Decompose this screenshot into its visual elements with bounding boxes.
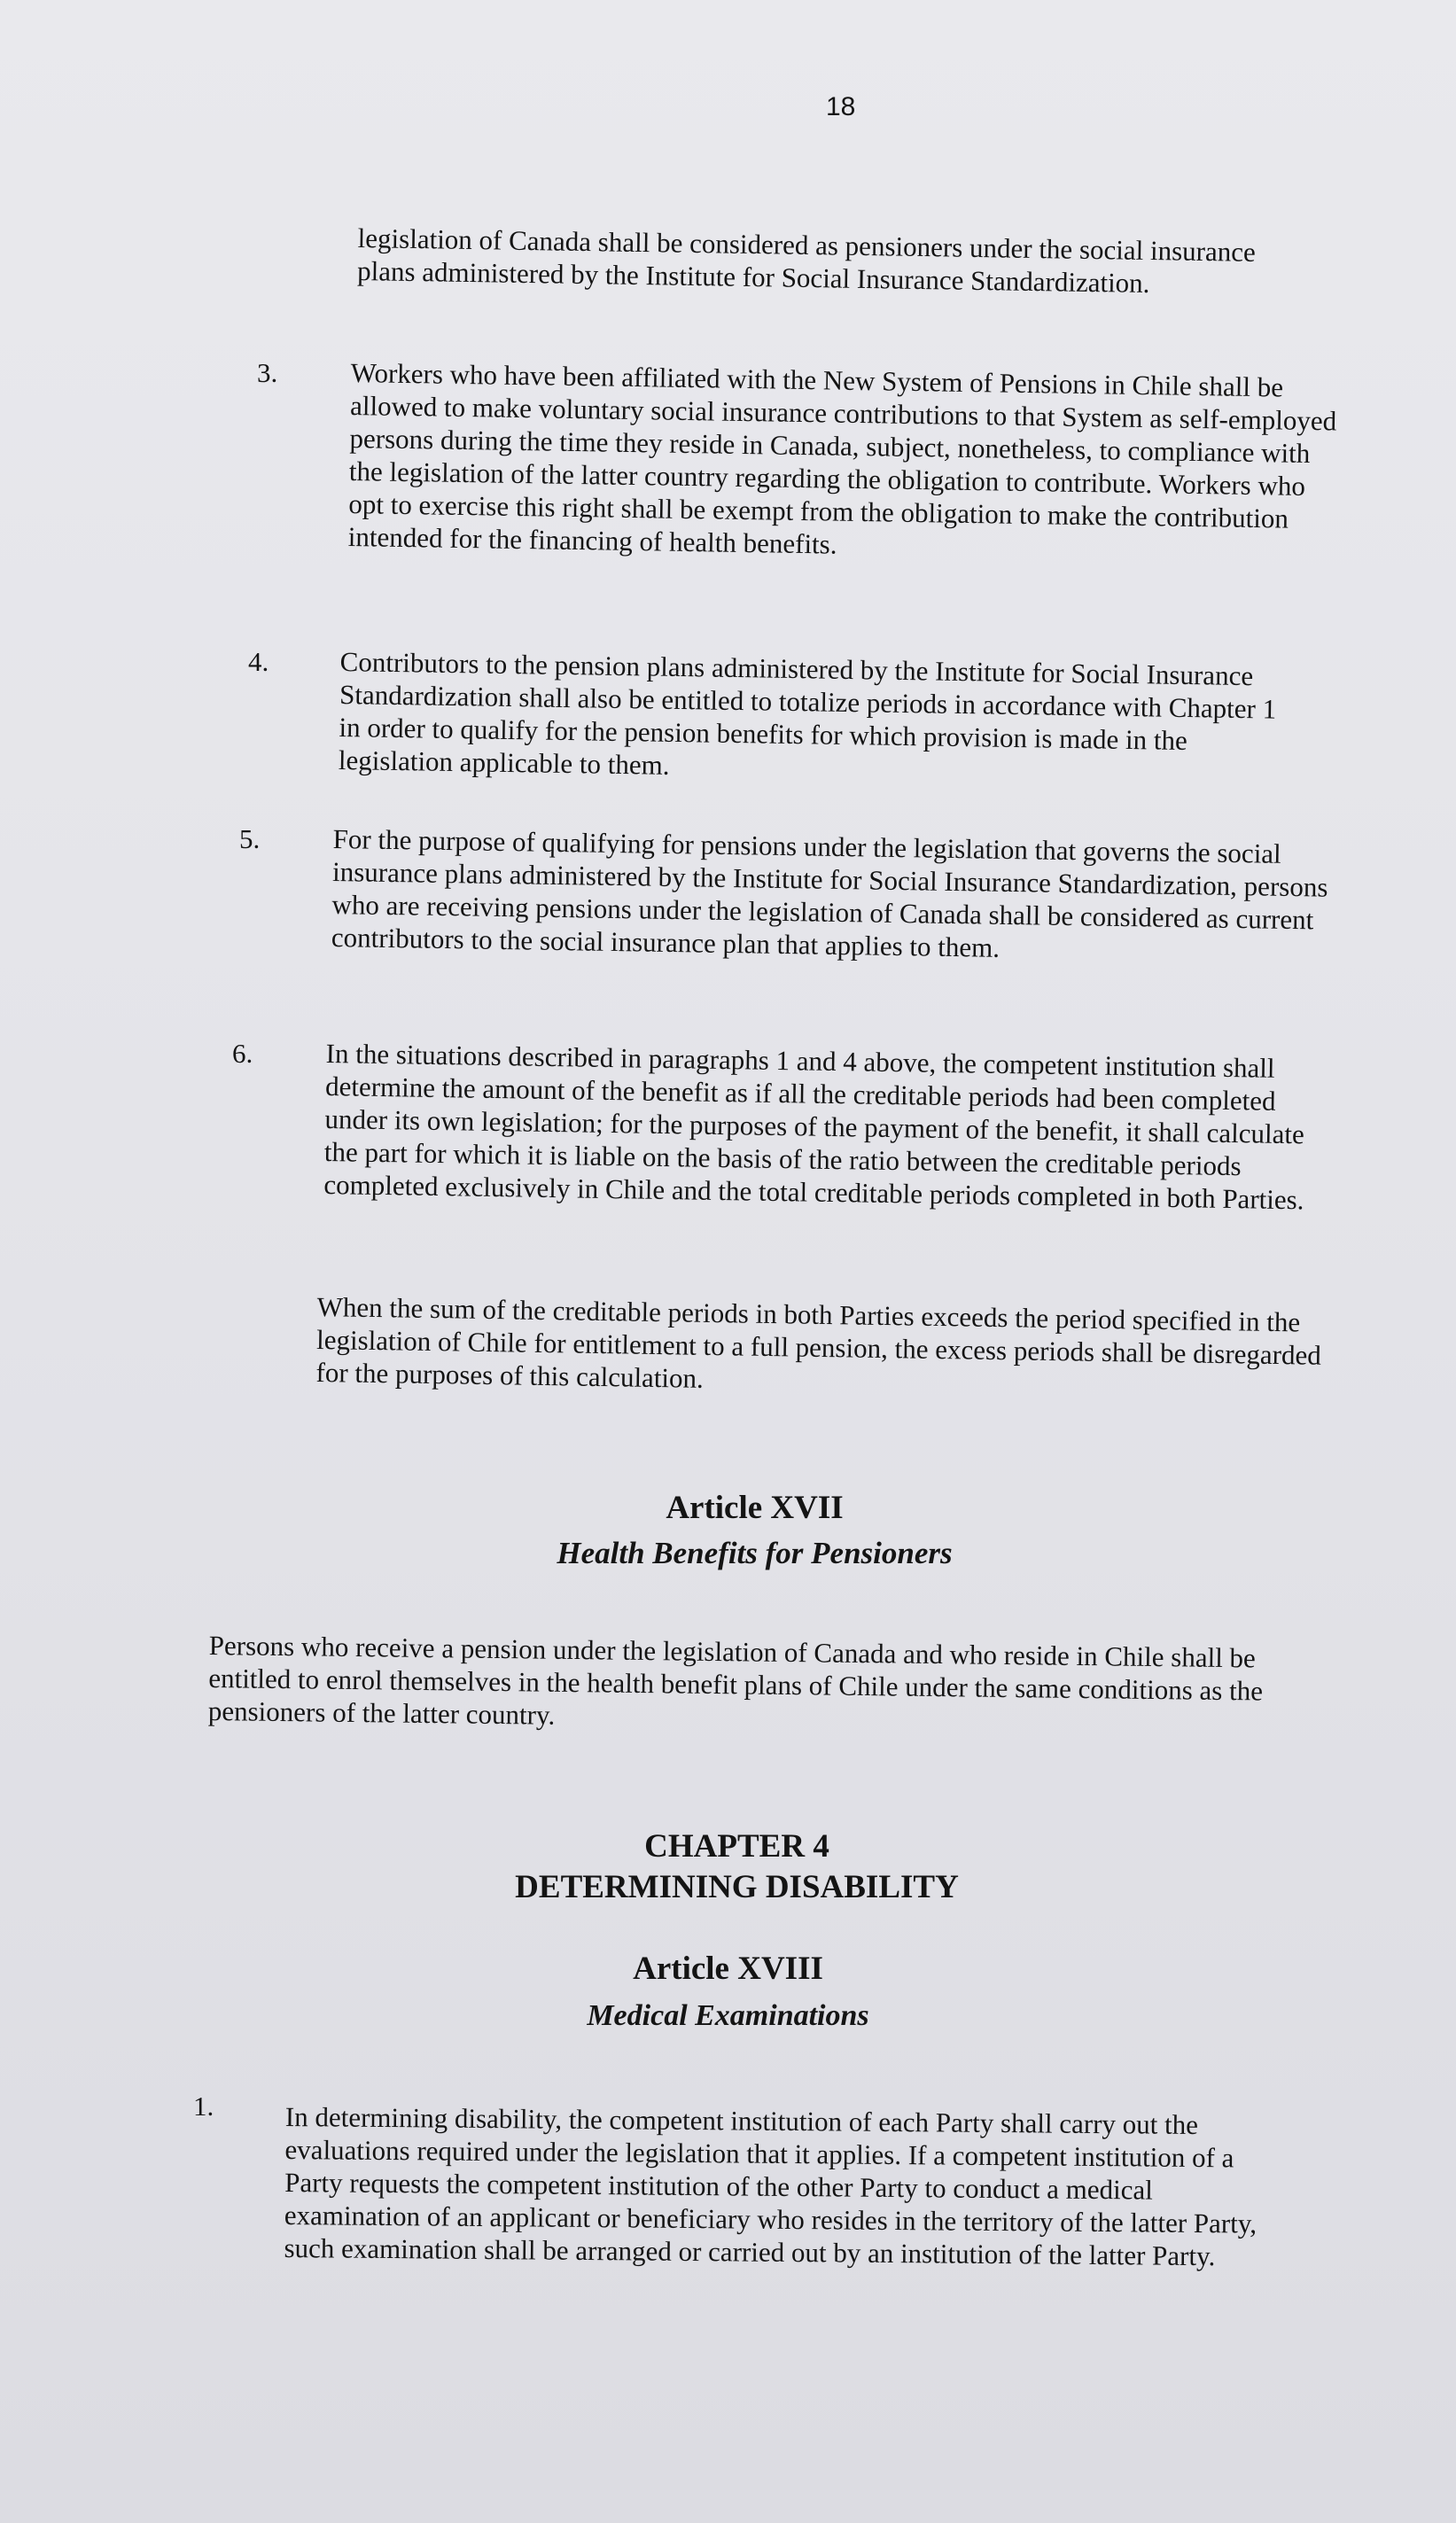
paragraph-number: 3. (257, 357, 278, 388)
article-17-subheading: Health Benefits for Pensioners (557, 1536, 953, 1570)
paragraph-number: 5. (239, 823, 261, 854)
paragraph-number: 1. (193, 2091, 214, 2122)
article-18-subheading: Medical Examinations (587, 1999, 869, 2032)
article-18-heading: Article XVIII (633, 1951, 823, 1987)
page-number: 18 (826, 92, 856, 121)
paragraph-6-continued: When the sum of the creditable periods in both Parties exceeds the period specified in the legislation of Chile for entitlement to a full pension, the excess periods shall be disregarded for the purposes of this calculation. (315, 1290, 1322, 1394)
paragraph-number: 4. (248, 646, 269, 677)
paragraph-4: Contributors to the pension plans administered by the Institute for Social Insurance Standardization shall also be entitled to totalize periods in accordance with Chapter 1 in order to qualify for the pension benefits for which provision is made in the legislation applicable to them. (338, 645, 1277, 781)
paragraph-3: Workers who have been affiliated with the New System of Pensions in Chile shall be allowed to make voluntary social insurance contributions to that System as self-employed persons during the time they reside in Canada, subject, nonetheless, to compliance with the legislation of the latter country regarding the obligation to contribute. Workers who opt to exercise this right shall be exempt from the obligation to make the contribution intended for the financing of health benefits. (347, 356, 1337, 560)
article-17-text: Persons who receive a pension under the legislation of Canada and who reside in Chile shall be entitled to enrol themselves in the health benefit plans of Chile under the same conditions as the pensioners of the latter country. (207, 1629, 1264, 1731)
continuation-paragraph: legislation of Canada shall be considered as pensioners under the social insurance plans administered by the Institute for Social Insurance Standardization. (356, 222, 1257, 300)
article-17-heading: Article XVII (666, 1490, 844, 1526)
paragraph-6: In the situations described in paragraphs 1 and 4 above, the competent institution shall determine the amount of the benefit as if all the creditable periods had been completed under its own legislation; for the purposes of the payment of the benefit, it shall calculate the part for which it is liable on the basis of the ratio between the creditable periods completed exclusively in Chile and the total creditable periods completed in both Parties. (323, 1037, 1305, 1216)
paragraph-5: For the purpose of qualifying for pensions under the legislation that governs the social insurance plans administered by the Institute for Social Insurance Standardization, persons who are receiving pensions under the legislation of Canada shall be considered as current contributors to the social insurance plan that applies to them. (331, 822, 1328, 963)
chapter-4-title: DETERMINING DISABILITY (515, 1869, 959, 1905)
chapter-4-heading: CHAPTER 4 (644, 1828, 829, 1865)
article-18-paragraph-1: In determining disability, the competent institution of each Party shall carry out the evaluations required under the legislation that it applies. If a competent institution of a Party requests the competent institution of the other Party to conduct a medical examination of an applicant or beneficiary who resides in the territory of the latter Party, such examination shall be arranged or carried out by an institution of the latter Party. (284, 2101, 1257, 2272)
paragraph-number: 6. (232, 1038, 253, 1069)
